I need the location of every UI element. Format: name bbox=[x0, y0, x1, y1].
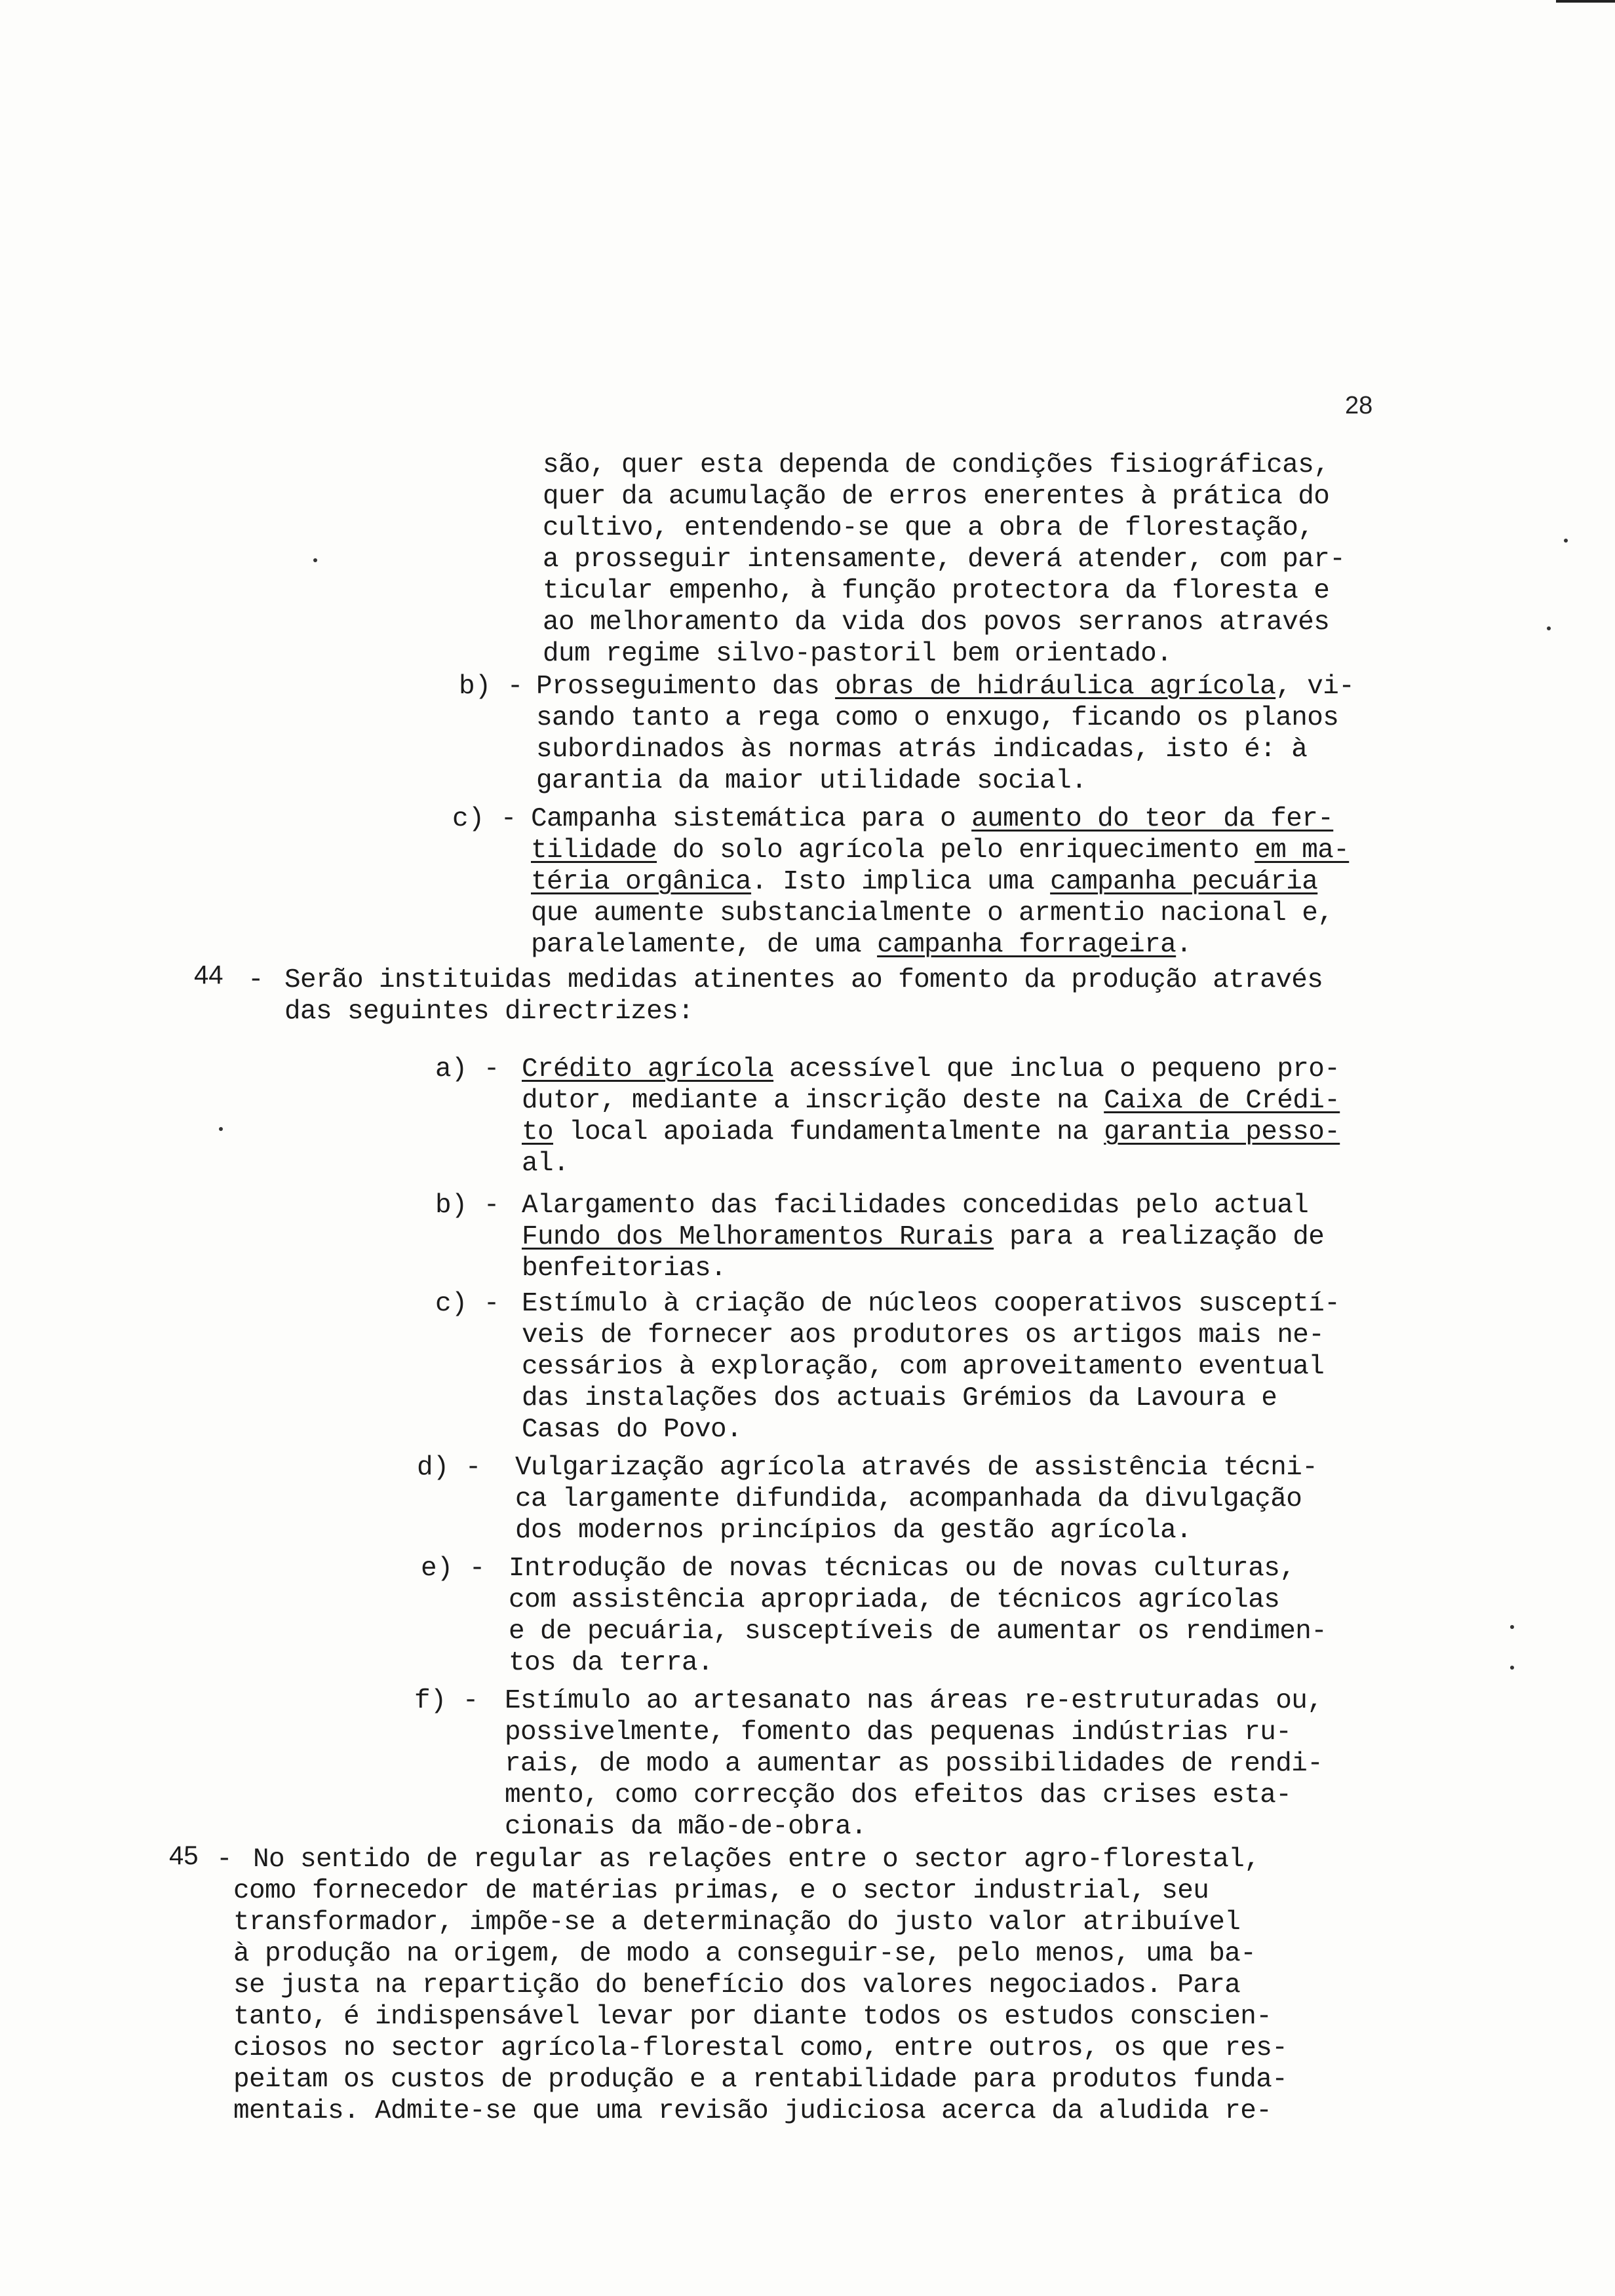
section-dash: - bbox=[216, 1845, 233, 1875]
text-line: Estímulo à criação de núcleos cooperativos susceptí- bbox=[522, 1289, 1340, 1319]
underlined-text: campanha forrageira bbox=[877, 930, 1177, 960]
text-span: . bbox=[1176, 930, 1192, 960]
text-line: benfeitorias. bbox=[522, 1253, 727, 1284]
item-marker: b) - bbox=[435, 1191, 500, 1221]
scan-speck bbox=[313, 558, 317, 562]
text-line: com assistência apropriada, de técnicos agrícolas bbox=[509, 1585, 1280, 1615]
text-span: paralelamente, de uma bbox=[531, 930, 878, 960]
text-line: Serão instituidas medidas atinentes ao fomento da produção através bbox=[284, 965, 1323, 995]
text-line: ciosos no sector agrícola-florestal como, entre outros, os que res- bbox=[233, 2033, 1288, 2063]
underlined-text: garantia pesso- bbox=[1104, 1117, 1340, 1147]
scan-edge-mark bbox=[1556, 0, 1615, 3]
section-number: 44 bbox=[194, 961, 224, 989]
text-span: Prosseguimento das bbox=[536, 672, 836, 702]
scan-speck bbox=[1510, 1666, 1514, 1670]
text-line: tos da terra. bbox=[509, 1648, 714, 1678]
underlined-text: to bbox=[522, 1117, 554, 1147]
underlined-text: Fundo dos Melhoramentos Rurais bbox=[522, 1222, 994, 1252]
text-line: das seguintes directrizes: bbox=[284, 997, 694, 1027]
text-line: cultivo, entendendo-se que a obra de florestação, bbox=[543, 513, 1314, 543]
text-line: Casas do Povo. bbox=[522, 1415, 743, 1445]
text-line: Estímulo ao artesanato nas áreas re-estruturadas ou, bbox=[505, 1686, 1323, 1716]
text-line: a prosseguir intensamente, deverá atender, com par- bbox=[543, 545, 1346, 575]
text-line: garantia da maior utilidade social. bbox=[536, 766, 1087, 796]
text-line bbox=[522, 1088, 1340, 1115]
text-line: dum regime silvo-pastoril bem orientado. bbox=[543, 639, 1173, 669]
text-line: como fornecedor de matérias primas, e o sector industrial, seu bbox=[233, 1876, 1209, 1906]
text-line: mento, como correcção dos efeitos das crises esta- bbox=[505, 1780, 1292, 1810]
text-line: No sentido de regular as relações entre o sector agro-florestal, bbox=[253, 1845, 1260, 1875]
text-line: cessários à exploração, com aproveitamento eventual bbox=[522, 1352, 1325, 1382]
text-line: Introdução de novas técnicas ou de novas culturas, bbox=[509, 1554, 1296, 1584]
text-line: se justa na repartição do benefício dos valores negociados. Para bbox=[233, 1970, 1241, 2000]
scan-speck bbox=[1547, 626, 1551, 630]
item-marker: a) - bbox=[435, 1054, 500, 1084]
underlined-text: Caixa de Crédi- bbox=[1104, 1086, 1340, 1116]
text-span: dutor, mediante a inscrição deste na bbox=[522, 1086, 1104, 1116]
scan-speck bbox=[1564, 539, 1568, 543]
page-number: 28 bbox=[1345, 392, 1373, 419]
text-line: transformador, impõe-se a determinação do justo valor atribuível bbox=[233, 1907, 1241, 1938]
text-line: ao melhoramento da vida dos povos serranos através bbox=[543, 607, 1330, 638]
item-marker: d) - bbox=[417, 1453, 482, 1483]
text-line: que aumente substancialmente o armentio nacional e, bbox=[531, 898, 1334, 928]
text-line: mentais. Admite-se que uma revisão judiciosa acerca da aludida re- bbox=[233, 2096, 1272, 2126]
section-number: 45 bbox=[169, 1841, 199, 1870]
underlined-text: obras de hidráulica agrícola bbox=[835, 672, 1276, 702]
text-line: al. bbox=[522, 1149, 570, 1179]
text-line: possivelmente, fomento das pequenas indústrias ru- bbox=[505, 1717, 1292, 1748]
item-marker: b) - bbox=[459, 672, 524, 702]
item-marker: c) - bbox=[452, 804, 517, 834]
text-line: subordinados às normas atrás indicadas, isto é: à bbox=[536, 735, 1308, 765]
text-line: à produção na origem, de modo a conseguir-se, pelo menos, uma ba- bbox=[233, 1939, 1256, 1969]
text-line bbox=[531, 869, 1317, 896]
text-span: Campanha sistemática para o bbox=[531, 804, 972, 834]
scan-speck bbox=[1510, 1625, 1514, 1629]
text-line: das instalações dos actuais Grémios da Lavoura e bbox=[522, 1383, 1277, 1413]
underlined-text: campanha pecuária bbox=[1050, 867, 1318, 897]
text-line: ticular empenho, à função protectora da floresta e bbox=[543, 576, 1330, 606]
text-line bbox=[522, 1224, 1324, 1251]
underlined-text: aumento do teor da fer- bbox=[971, 804, 1334, 834]
item-marker: f) - bbox=[414, 1686, 479, 1716]
text-line: e de pecuária, susceptíveis de aumentar os rendimen- bbox=[509, 1617, 1327, 1647]
text-line: Vulgarização agrícola através de assistência técni- bbox=[515, 1453, 1318, 1483]
text-line: ca largamente difundida, acompanhada da divulgação bbox=[515, 1484, 1302, 1514]
text-line: dos modernos princípios da gestão agrícola. bbox=[515, 1516, 1192, 1546]
section-dash: - bbox=[248, 965, 264, 995]
scan-speck bbox=[219, 1127, 223, 1131]
text-span: local apoiada fundamentalmente na bbox=[553, 1117, 1104, 1147]
text-line bbox=[522, 1119, 1340, 1146]
text-line: peitam os custos de produção e a rentabilidade para produtos funda- bbox=[233, 2065, 1288, 2095]
text-line: são, quer esta dependa de condições fisiográficas, bbox=[543, 450, 1330, 480]
text-span: , vi- bbox=[1275, 672, 1355, 702]
text-line: quer da acumulação de erros enerentes à prática do bbox=[543, 482, 1330, 512]
text-span: acessível que inclua o pequeno pro- bbox=[773, 1054, 1340, 1084]
text-line: rais, de modo a aumentar as possibilidades de rendi- bbox=[505, 1749, 1323, 1779]
text-line bbox=[531, 806, 1333, 833]
text-line bbox=[522, 1056, 1340, 1083]
text-line bbox=[531, 932, 1192, 959]
underlined-text: em ma- bbox=[1255, 835, 1350, 866]
text-span: . Isto implica uma bbox=[751, 867, 1051, 897]
text-span: do solo agrícola pelo enriquecimento bbox=[657, 835, 1255, 866]
item-marker: e) - bbox=[421, 1554, 486, 1584]
text-span: para a realização de bbox=[994, 1222, 1325, 1252]
text-line: Alargamento das facilidades concedidas pelo actual bbox=[522, 1191, 1309, 1221]
underlined-text: tilidade bbox=[531, 835, 657, 866]
text-line bbox=[531, 837, 1349, 864]
underlined-text: téria orgânica bbox=[531, 867, 752, 897]
text-line: tanto, é indispensável levar por diante todos os estudos conscien- bbox=[233, 2002, 1272, 2032]
text-line bbox=[536, 674, 1354, 700]
item-marker: c) - bbox=[435, 1289, 500, 1319]
text-line: veis de fornecer aos produtores os artigos mais ne- bbox=[522, 1320, 1325, 1350]
underlined-text: Crédito agrícola bbox=[522, 1054, 774, 1084]
text-line: cionais da mão-de-obra. bbox=[505, 1812, 867, 1842]
text-line: sando tanto a rega como o enxugo, ficando os planos bbox=[536, 703, 1339, 733]
